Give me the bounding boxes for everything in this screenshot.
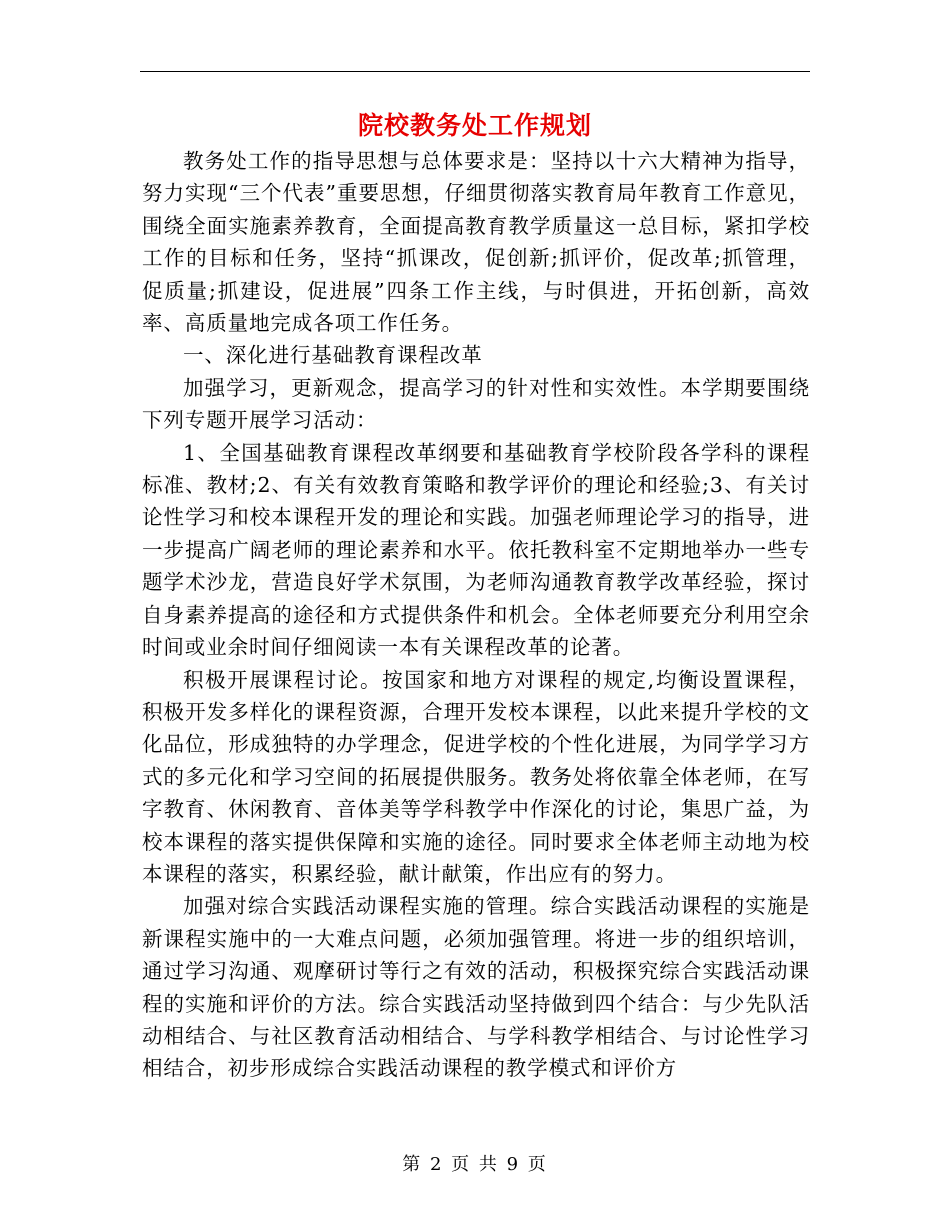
paragraph-guiding-principles: 教务处工作的指导思想与总体要求是：坚持以十六大精神为指导，努力实现“三个代表”重要思想，仔细贯彻落实教育局年教育工作意见，围绕全面实施素养教育，全面提高教育教学质量这一总目标，紧扣学校工作的目标和任务，坚持“抓课改，促创新;抓评价，促改革;抓管理，促质量;抓建设，促进展”四条工作主线，与时俱进，开拓创新，高效率、高质量地完成各项工作任务。: [142, 149, 810, 336]
document-body: [142, 145, 810, 1085]
paragraph-strengthen-learning: 加强学习，更新观念，提高学习的针对性和实效性。本学期要围绕下列专题开展学习活动：: [142, 375, 810, 433]
paragraph-curriculum-discussion: 积极开展课程讨论。按国家和地方对课程的规定,均衡设置课程，积极开发多样化的课程资源，合理开发校本课程，以此来提升学校的文化品位，形成独特的办学理念，促进学校的个性化进展，为同学学习方式的多元化和学习空间的拓展提供服务。教务处将依靠全体老师，在写字教育、休闲教育、音体美等学科教学中作深化的讨论，集思广益，为校本课程的落实提供保障和实施的途径。同时要求全体老师主动地为校本课程的落实，积累经验，献计献策，作出应有的努力。: [142, 667, 810, 886]
paragraph-practice-activities: 加强对综合实践活动课程实施的管理。综合实践活动课程的实施是新课程实施中的一大难点问题，必须加强管理。将进一步的组织培训，通过学习沟通、观摩研讨等行之有效的活动，积极探究综合实践活动课程的实施和评价的方法。综合实践活动坚持做到四个结合：与少先队活动相结合、与社区教育活动相结合、与学科教学相结合、与讨论性学习相结合，初步形成综合实践活动课程的教学模式和评价方: [142, 894, 810, 1081]
header-rule: [140, 71, 810, 72]
document-title: 院校教务处工作规划: [357, 111, 592, 140]
page-number-footer: 第 2 页 共 9 页: [402, 1154, 548, 1175]
paragraph-study-topics: 1、全国基础教育课程改革纲要和基础教育学校阶段各学科的课程标准、教材;2、有关有效教育策略和教学评价的理论和经验;3、有关讨论性学习和校本课程开发的理论和实践。加强老师理论学习的指导，进一步提高广阔老师的理论素养和水平。依托教科室不定期地举办一些专题学术沙龙，营造良好学术氛围，为老师沟通教育教学改革经验，探讨自身素养提高的途径和方式提供条件和机会。全体老师要充分利用空余时间或业余时间仔细阅读一本有关课程改革的论著。: [142, 440, 810, 660]
section-heading-curriculum-reform: 一、深化进行基础教育课程改革: [183, 343, 483, 368]
